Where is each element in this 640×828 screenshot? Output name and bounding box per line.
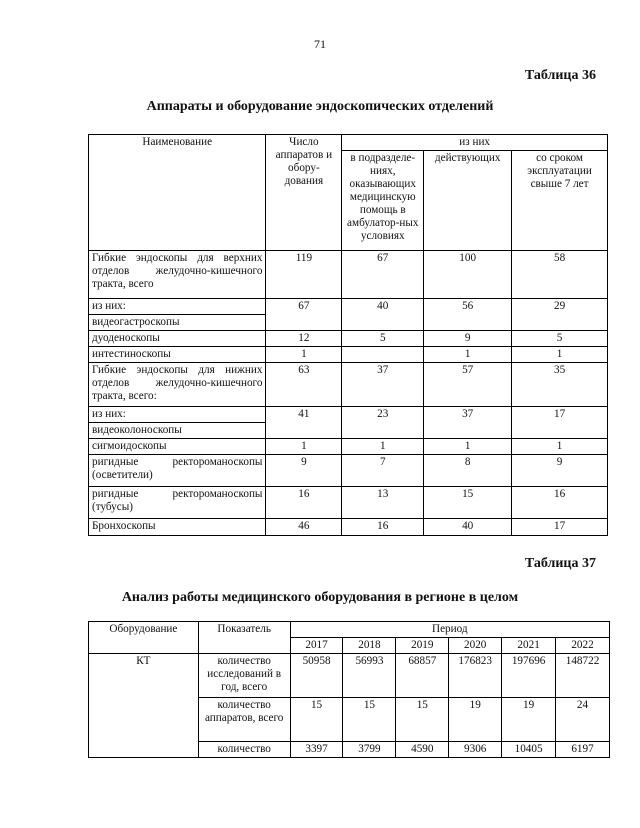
cell: 68857	[396, 654, 449, 698]
cell: 10405	[502, 742, 556, 758]
cell: 56	[424, 299, 512, 331]
cell: 16	[342, 519, 424, 536]
cell: 148722	[556, 654, 610, 698]
cell: 58	[512, 251, 608, 299]
cell: 1	[266, 347, 342, 363]
cell: 46	[266, 519, 342, 536]
row-name: из них:	[89, 407, 266, 423]
cell: 7	[342, 455, 424, 487]
cell: 12	[266, 331, 342, 347]
cell: 1	[424, 347, 512, 363]
table-row	[89, 439, 608, 455]
cell: 9	[424, 331, 512, 347]
cell: 197696	[502, 654, 556, 698]
table-row	[89, 135, 608, 151]
header-year: 2022	[556, 638, 610, 654]
table-row	[89, 331, 608, 347]
cell: 50958	[290, 654, 343, 698]
cell: 19	[502, 698, 556, 742]
row-name: ригидные ректороманоскопы (тубусы)	[89, 487, 266, 519]
header-year: 2018	[343, 638, 396, 654]
cell: 40	[342, 299, 424, 331]
cell: 23	[342, 407, 424, 439]
header-indicator: Показатель	[198, 622, 290, 654]
cell: 9	[512, 455, 608, 487]
row-name: сигмоидоскопы	[89, 439, 266, 455]
row-name: интестиноскопы	[89, 347, 266, 363]
cell: 16	[512, 487, 608, 519]
cell: 67	[266, 299, 342, 331]
cell: 100	[424, 251, 512, 299]
cell: 1	[266, 439, 342, 455]
header-year: 2019	[396, 638, 449, 654]
cell: 15	[343, 698, 396, 742]
cell: 19	[449, 698, 502, 742]
header-old: со сроком эксплуатации свыше 7 лет	[512, 151, 608, 251]
cell: 5	[342, 331, 424, 347]
table-row	[89, 654, 610, 698]
cell	[342, 347, 424, 363]
table-37-title: Анализ работы медицинского оборудования в регионе в целом	[121, 590, 519, 605]
cell: 37	[342, 363, 424, 407]
table-row	[89, 299, 608, 315]
table-row	[89, 407, 608, 423]
header-equipment: Оборудование	[89, 622, 199, 654]
cell: 6197	[556, 742, 610, 758]
page-number: 71	[314, 37, 326, 51]
row-name: из них:	[89, 299, 266, 315]
cell: 9	[266, 455, 342, 487]
table-row	[89, 347, 608, 363]
row-indicator: количество	[198, 742, 290, 758]
header-year: 2020	[449, 638, 502, 654]
cell: 3397	[290, 742, 343, 758]
header-outpatient: в подразделе-ниях, оказывающих медицинскую помощь в амбулатор-ных условиях	[342, 151, 424, 251]
cell: 56993	[343, 654, 396, 698]
row-name: видеоколоноскопы	[89, 423, 266, 439]
row-name: ригидные ректороманоскопы (осветители)	[89, 455, 266, 487]
table-row	[89, 622, 610, 638]
cell: 176823	[449, 654, 502, 698]
table-row	[89, 363, 608, 407]
table-36	[88, 134, 608, 536]
row-indicator: количество исследований в год, всего	[198, 654, 290, 698]
cell: 5	[512, 331, 608, 347]
row-name: Бронхоскопы	[89, 519, 266, 536]
cell: 37	[424, 407, 512, 439]
cell: 15	[424, 487, 512, 519]
cell: 4590	[396, 742, 449, 758]
row-name: Гибкие эндоскопы для верхних отделов желудочно-кишечного тракта, всего	[89, 251, 266, 299]
cell: 1	[512, 347, 608, 363]
header-year: 2017	[290, 638, 343, 654]
table-row	[89, 251, 608, 299]
table-36-title: Аппараты и оборудование эндоскопических отделений	[146, 99, 494, 114]
group-name: КТ	[89, 654, 199, 758]
cell: 16	[266, 487, 342, 519]
cell: 17	[512, 407, 608, 439]
cell: 1	[424, 439, 512, 455]
table-row	[89, 455, 608, 487]
cell: 57	[424, 363, 512, 407]
header-count: Число аппаратов и обору-дования	[266, 135, 342, 251]
cell: 24	[556, 698, 610, 742]
cell: 1	[512, 439, 608, 455]
cell: 3799	[343, 742, 396, 758]
row-indicator: количество аппаратов, всего	[198, 698, 290, 742]
header-name: Наименование	[89, 135, 266, 251]
header-active: действующих	[424, 151, 512, 251]
table-36-label: Таблица 36	[524, 68, 596, 83]
cell: 67	[342, 251, 424, 299]
cell: 8	[424, 455, 512, 487]
header-period: Период	[290, 622, 609, 638]
cell: 15	[290, 698, 343, 742]
row-name: видеогастроскопы	[89, 315, 266, 331]
cell: 40	[424, 519, 512, 536]
cell: 17	[512, 519, 608, 536]
row-name: Гибкие эндоскопы для нижних отделов желудочно-кишечного тракта, всего:	[89, 363, 266, 407]
cell: 1	[342, 439, 424, 455]
table-row	[89, 487, 608, 519]
cell: 9306	[449, 742, 502, 758]
cell: 29	[512, 299, 608, 331]
table-row	[89, 519, 608, 536]
header-of-them: из них	[342, 135, 608, 151]
table-37	[88, 621, 610, 758]
row-name: дуоденоскопы	[89, 331, 266, 347]
cell: 15	[396, 698, 449, 742]
cell: 13	[342, 487, 424, 519]
cell: 63	[266, 363, 342, 407]
header-year: 2021	[502, 638, 556, 654]
cell: 35	[512, 363, 608, 407]
cell: 41	[266, 407, 342, 439]
cell: 119	[266, 251, 342, 299]
table-37-label: Таблица 37	[524, 556, 596, 571]
